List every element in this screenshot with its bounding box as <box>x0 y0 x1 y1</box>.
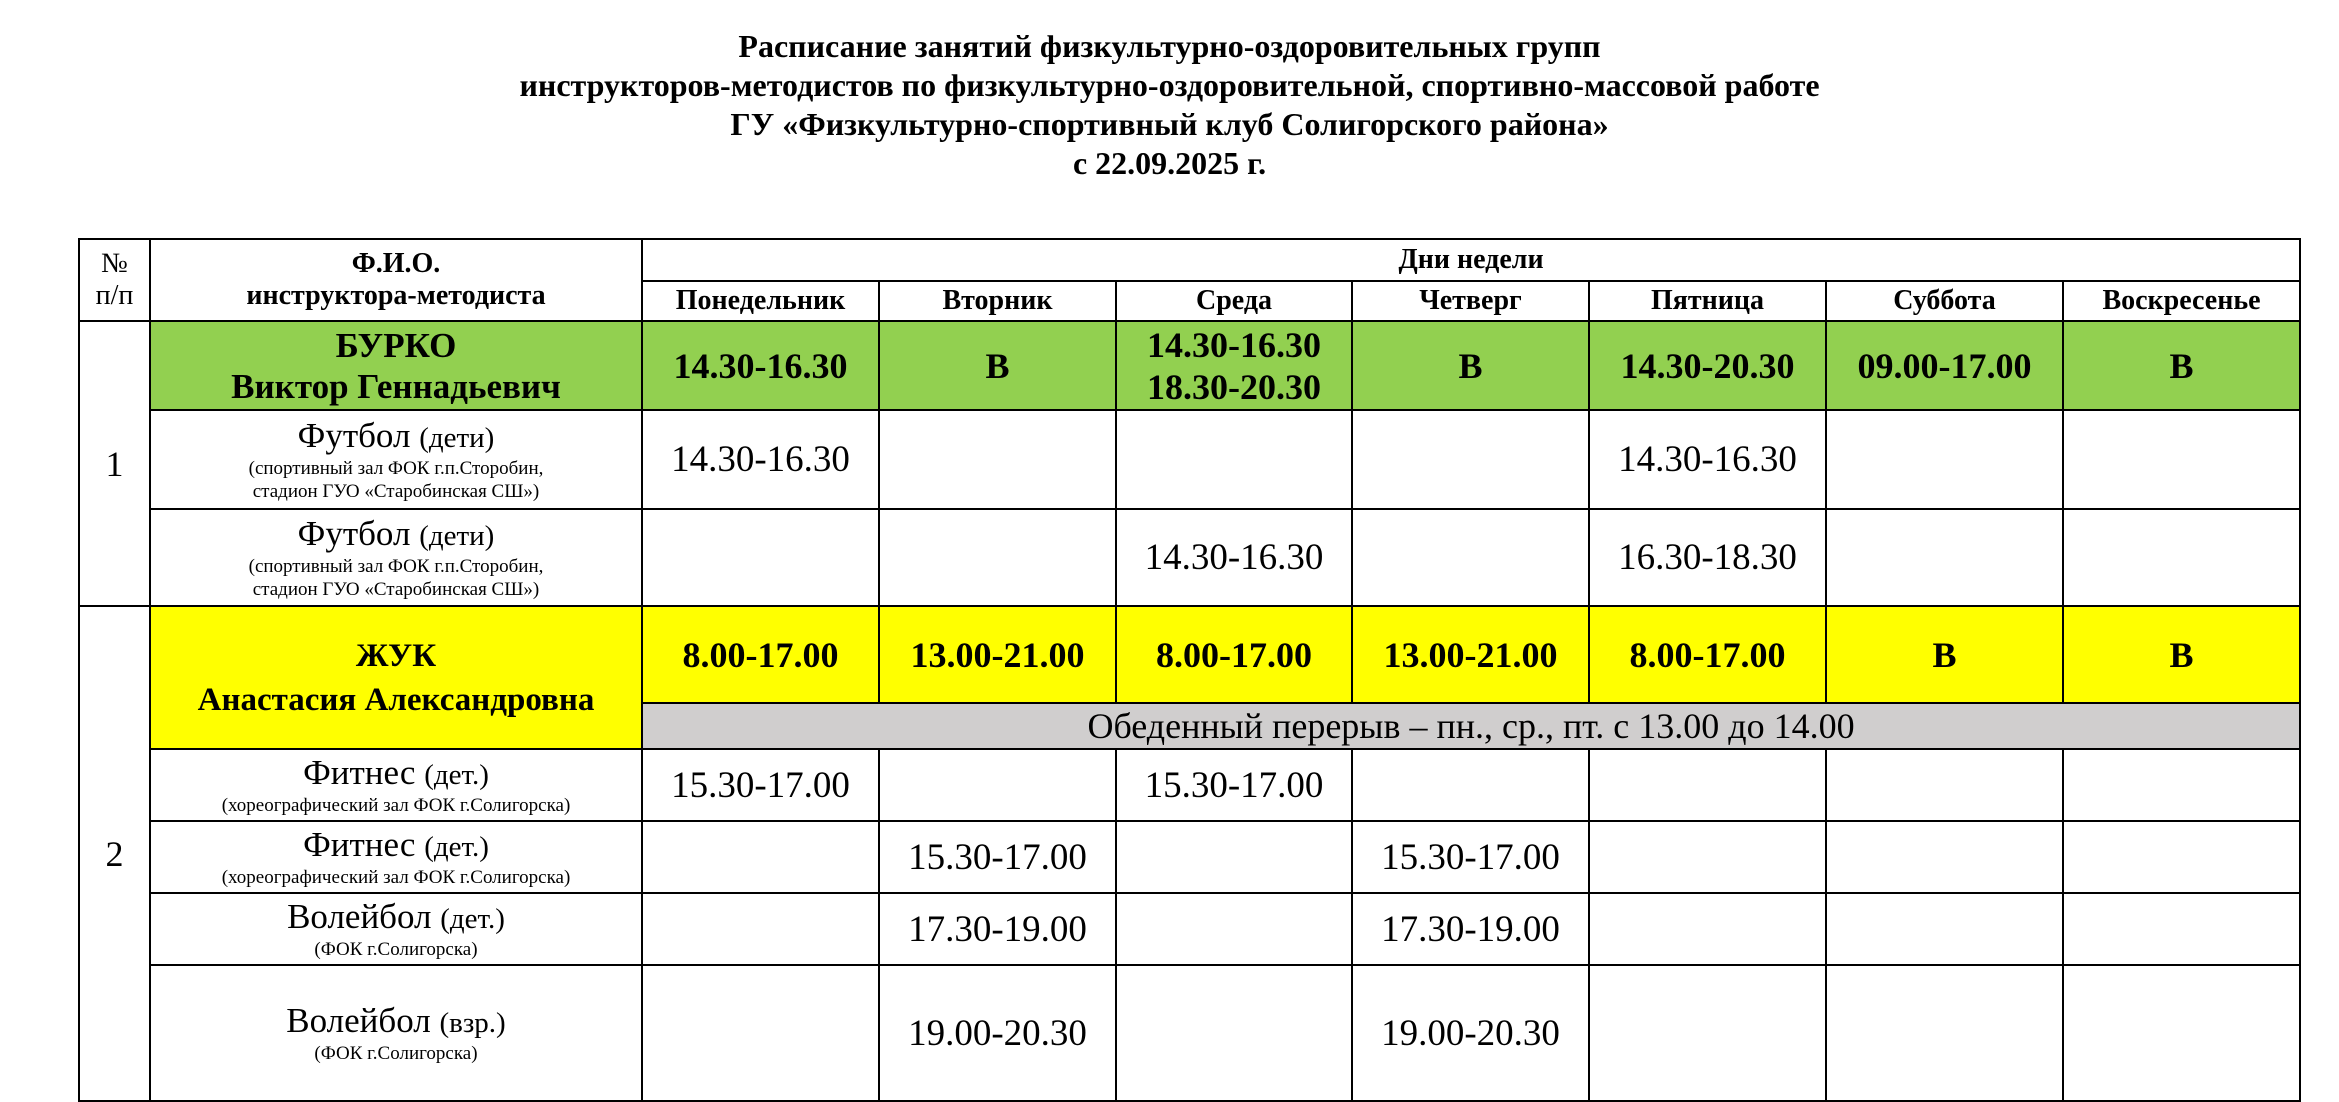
slot-thursday <box>1352 410 1589 509</box>
name-column-header: Ф.И.О. инструктора-методиста <box>150 239 642 321</box>
work-hours-thursday: В <box>1352 321 1589 410</box>
slot-monday: 14.30-16.30 <box>642 410 879 509</box>
slot-sunday <box>2063 965 2300 1101</box>
slot-monday: 15.30-17.00 <box>642 749 879 821</box>
slot-tuesday <box>879 509 1116 606</box>
day-header-thursday: Четверг <box>1352 281 1589 321</box>
slot-wednesday <box>1116 410 1352 509</box>
title-line-3: ГУ «Физкультурно-спортивный клуб Солигорского района» <box>730 106 1609 142</box>
slot-saturday <box>1826 749 2063 821</box>
activity-name: Футбол (дети) (спортивный зал ФОК г.п.Сторобин, стадион ГУО «Старобинская СШ») <box>150 410 642 509</box>
slot-saturday <box>1826 821 2063 893</box>
slot-wednesday: 15.30-17.00 <box>1116 749 1352 821</box>
page-header <box>0 27 2339 183</box>
instructor-given-name: Анастасия Александровна <box>197 681 595 718</box>
work-hours-sunday: В <box>2063 321 2300 410</box>
number-column-header: № п/п <box>79 239 150 321</box>
activity-row <box>79 821 2300 893</box>
slot-saturday <box>1826 965 2063 1101</box>
instructor-row <box>79 606 2300 703</box>
slot-saturday <box>1826 893 2063 965</box>
slot-tuesday <box>879 749 1116 821</box>
work-hours-monday: 8.00-17.00 <box>642 606 879 703</box>
slot-friday <box>1589 749 1826 821</box>
slot-thursday <box>1352 509 1589 606</box>
activity-row <box>79 410 2300 509</box>
slot-monday <box>642 893 879 965</box>
slot-thursday <box>1352 749 1589 821</box>
day-header-friday: Пятница <box>1589 281 1826 321</box>
title-line-1: Расписание занятий физкультурно-оздоровительных групп <box>738 28 1601 64</box>
slot-wednesday <box>1116 821 1352 893</box>
work-hours-friday: 8.00-17.00 <box>1589 606 1826 703</box>
slot-friday: 14.30-16.30 <box>1589 410 1826 509</box>
slot-sunday <box>2063 893 2300 965</box>
row-number: 2 <box>79 606 150 1101</box>
work-hours-sunday: В <box>2063 606 2300 703</box>
header-row-top <box>79 239 2300 281</box>
slot-saturday <box>1826 509 2063 606</box>
instructor-row <box>79 321 2300 410</box>
activity-row <box>79 965 2300 1101</box>
slot-tuesday <box>879 410 1116 509</box>
work-hours-saturday: В <box>1826 606 2063 703</box>
slot-tuesday: 15.30-17.00 <box>879 821 1116 893</box>
activity-name: Волейбол (взр.) (ФОК г.Солигорска) <box>150 965 642 1101</box>
slot-thursday: 19.00-20.30 <box>1352 965 1589 1101</box>
work-hours-saturday: 09.00-17.00 <box>1826 321 2063 410</box>
schedule-table <box>78 238 2301 1102</box>
lunch-break-note: Обеденный перерыв – пн., ср., пт. с 13.00 до 14.00 <box>642 703 2300 749</box>
instructor-name <box>150 321 642 410</box>
slot-friday <box>1589 893 1826 965</box>
slot-wednesday: 14.30-16.30 <box>1116 509 1352 606</box>
slot-saturday <box>1826 410 2063 509</box>
work-hours-wednesday: 8.00-17.00 <box>1116 606 1352 703</box>
instructor-surname: ЖУК <box>355 637 437 674</box>
slot-sunday <box>2063 410 2300 509</box>
slot-thursday: 15.30-17.00 <box>1352 821 1589 893</box>
work-hours-wednesday: 14.30-16.30 18.30-20.30 <box>1116 321 1352 410</box>
slot-wednesday <box>1116 893 1352 965</box>
instructor-given-name: Виктор Геннадьевич <box>231 366 561 406</box>
slot-thursday: 17.30-19.00 <box>1352 893 1589 965</box>
day-header-monday: Понедельник <box>642 281 879 321</box>
work-hours-thursday: 13.00-21.00 <box>1352 606 1589 703</box>
slot-tuesday: 17.30-19.00 <box>879 893 1116 965</box>
day-header-wednesday: Среда <box>1116 281 1352 321</box>
slot-monday <box>642 821 879 893</box>
work-hours-friday: 14.30-20.30 <box>1589 321 1826 410</box>
row-number: 1 <box>79 321 150 606</box>
slot-friday <box>1589 965 1826 1101</box>
days-of-week-header: Дни недели <box>642 239 2300 281</box>
slot-monday <box>642 965 879 1101</box>
slot-sunday <box>2063 509 2300 606</box>
work-hours-tuesday: 13.00-21.00 <box>879 606 1116 703</box>
title-line-2: инструкторов-методистов по физкультурно-оздоровительной, спортивно-массовой работе <box>519 67 1820 103</box>
slot-sunday <box>2063 749 2300 821</box>
title-date: с 22.09.2025 г. <box>1072 145 1267 181</box>
slot-tuesday: 19.00-20.30 <box>879 965 1116 1101</box>
activity-name: Волейбол (дет.) (ФОК г.Солигорска) <box>150 893 642 965</box>
instructor-name <box>150 606 642 749</box>
slot-monday <box>642 509 879 606</box>
work-hours-monday: 14.30-16.30 <box>642 321 879 410</box>
slot-friday: 16.30-18.30 <box>1589 509 1826 606</box>
slot-friday <box>1589 821 1826 893</box>
activity-name: Футбол (дети) (спортивный зал ФОК г.п.Сторобин, стадион ГУО «Старобинская СШ») <box>150 509 642 606</box>
instructor-surname: БУРКО <box>335 325 457 365</box>
day-header-saturday: Суббота <box>1826 281 2063 321</box>
activity-row <box>79 749 2300 821</box>
work-hours-tuesday: В <box>879 321 1116 410</box>
slot-wednesday <box>1116 965 1352 1101</box>
slot-sunday <box>2063 821 2300 893</box>
day-header-sunday: Воскресенье <box>2063 281 2300 321</box>
activity-row <box>79 509 2300 606</box>
activity-row <box>79 893 2300 965</box>
activity-name: Фитнес (дет.) (хореографический зал ФОК г.Солигорска) <box>150 821 642 893</box>
day-header-tuesday: Вторник <box>879 281 1116 321</box>
activity-name: Фитнес (дет.) (хореографический зал ФОК г.Солигорска) <box>150 749 642 821</box>
